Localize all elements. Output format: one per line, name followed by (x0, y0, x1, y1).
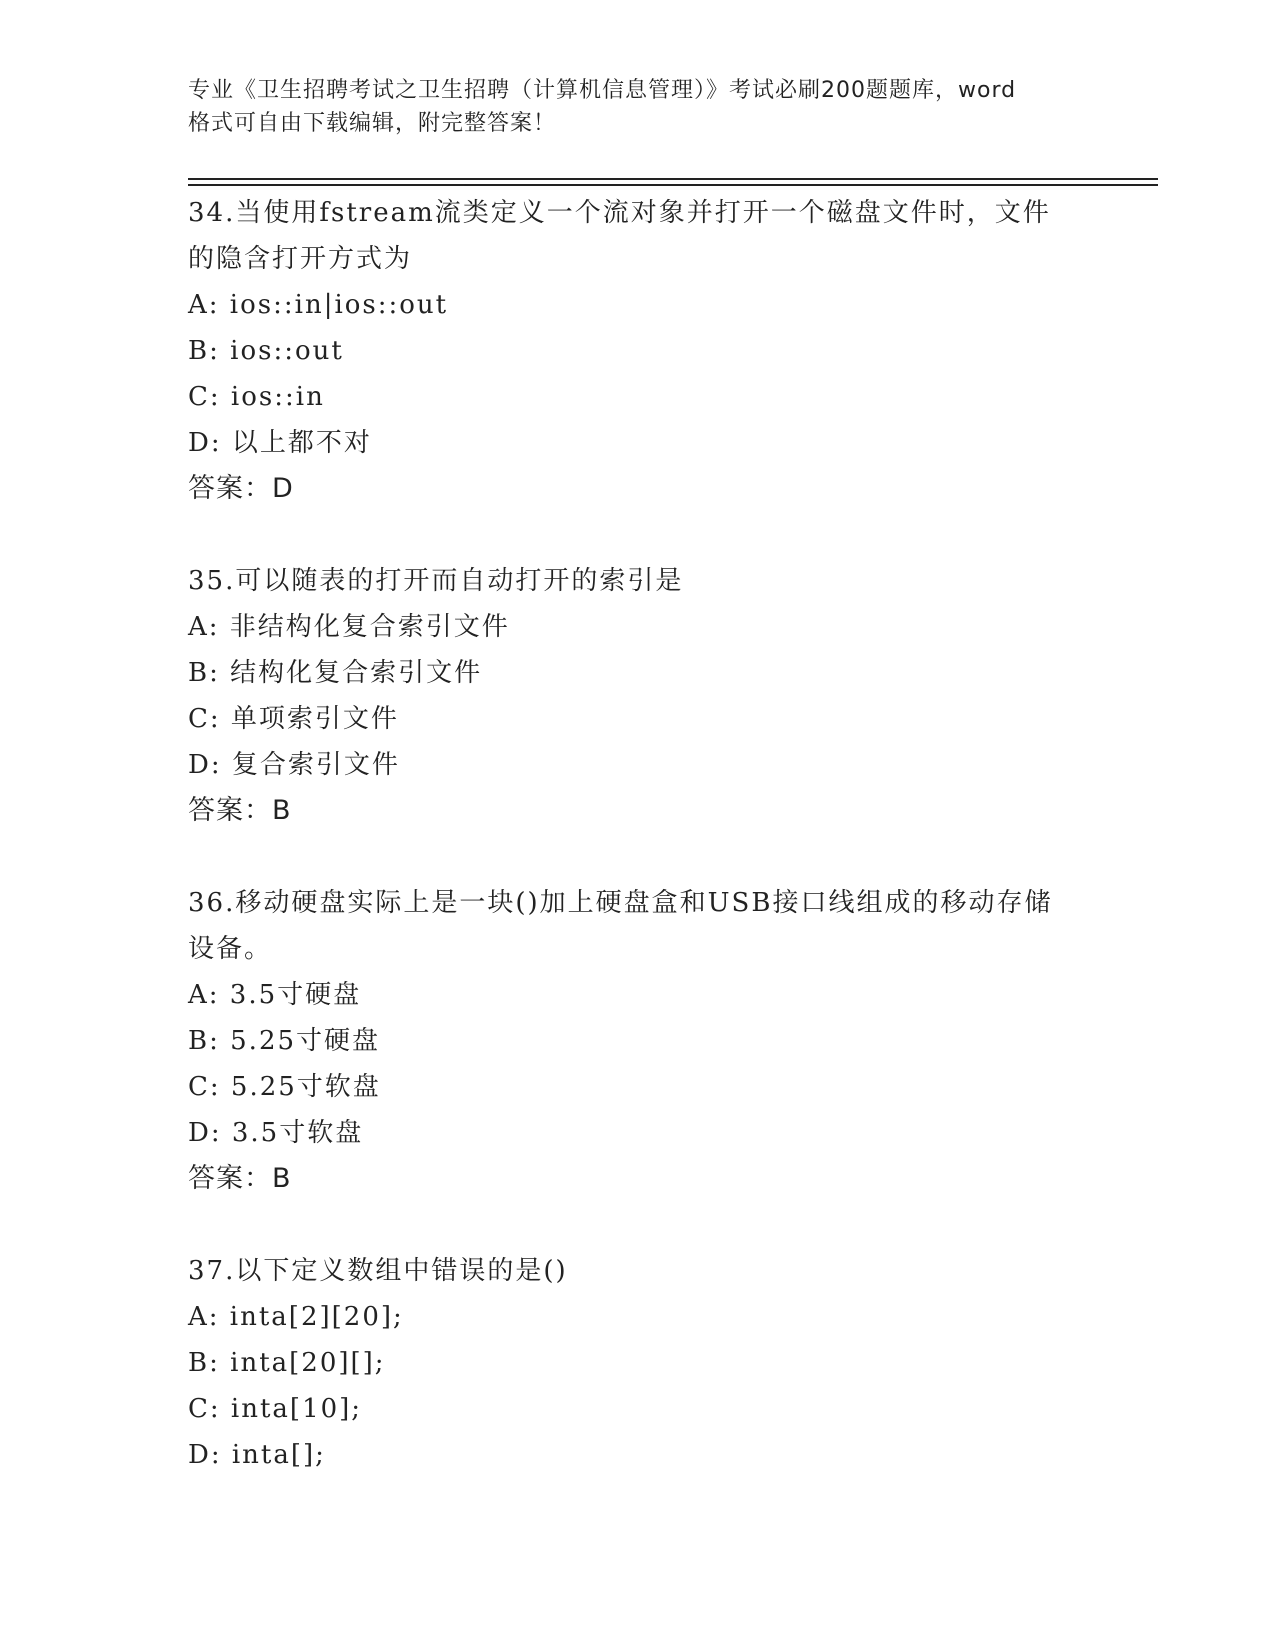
header-line-2: 格式可自由下载编辑，附完整答案！ (188, 111, 557, 136)
option-c: C: inta[10]; (188, 1394, 363, 1424)
question-36 (188, 880, 1088, 1202)
question-stem-continued: 设备。 (188, 934, 273, 964)
document-header (188, 74, 1088, 140)
option-d: D: 3.5寸软盘 (188, 1118, 364, 1148)
option-b: B: 结构化复合索引文件 (188, 658, 483, 688)
question-spacer (188, 512, 1088, 558)
question-list (188, 190, 1088, 1478)
option-c: C: 单项索引文件 (188, 704, 399, 734)
answer: 答案：D (188, 473, 294, 504)
header-divider-top (188, 178, 1158, 180)
question-34 (188, 190, 1088, 512)
option-a: A: inta[2][20]; (188, 1302, 404, 1332)
option-b: B: inta[20][]; (188, 1348, 386, 1378)
question-35 (188, 558, 1088, 834)
option-d: D: 以上都不对 (188, 428, 372, 458)
question-stem-continued: 的隐含打开方式为 (188, 244, 413, 274)
question-spacer (188, 1202, 1088, 1248)
option-c: C: 5.25寸软盘 (188, 1072, 381, 1102)
option-a: A: 3.5寸硬盘 (188, 980, 362, 1010)
header-line-1: 专业《卫生招聘考试之卫生招聘（计算机信息管理）》考试必刷200题题库，word (188, 78, 1017, 103)
question-stem: 37.以下定义数组中错误的是() (188, 1256, 568, 1286)
header-divider-bottom (188, 184, 1158, 186)
question-stem: 36.移动硬盘实际上是一块()加上硬盘盒和USB接口线组成的移动存储 (188, 888, 1053, 918)
question-37 (188, 1248, 1088, 1478)
question-stem: 35.可以随表的打开而自动打开的索引是 (188, 566, 684, 596)
option-a: A: ios::in|ios::out (188, 290, 449, 320)
option-c: C: ios::in (188, 382, 325, 412)
option-d: D: 复合索引文件 (188, 750, 400, 780)
option-b: B: ios::out (188, 336, 344, 366)
option-a: A: 非结构化复合索引文件 (188, 612, 510, 642)
option-d: D: inta[]; (188, 1440, 326, 1470)
question-spacer (188, 834, 1088, 880)
question-stem: 34.当使用fstream流类定义一个流对象并打开一个磁盘文件时，文件 (188, 198, 1051, 228)
answer: 答案：B (188, 795, 292, 826)
option-b: B: 5.25寸硬盘 (188, 1026, 381, 1056)
answer: 答案：B (188, 1163, 292, 1194)
